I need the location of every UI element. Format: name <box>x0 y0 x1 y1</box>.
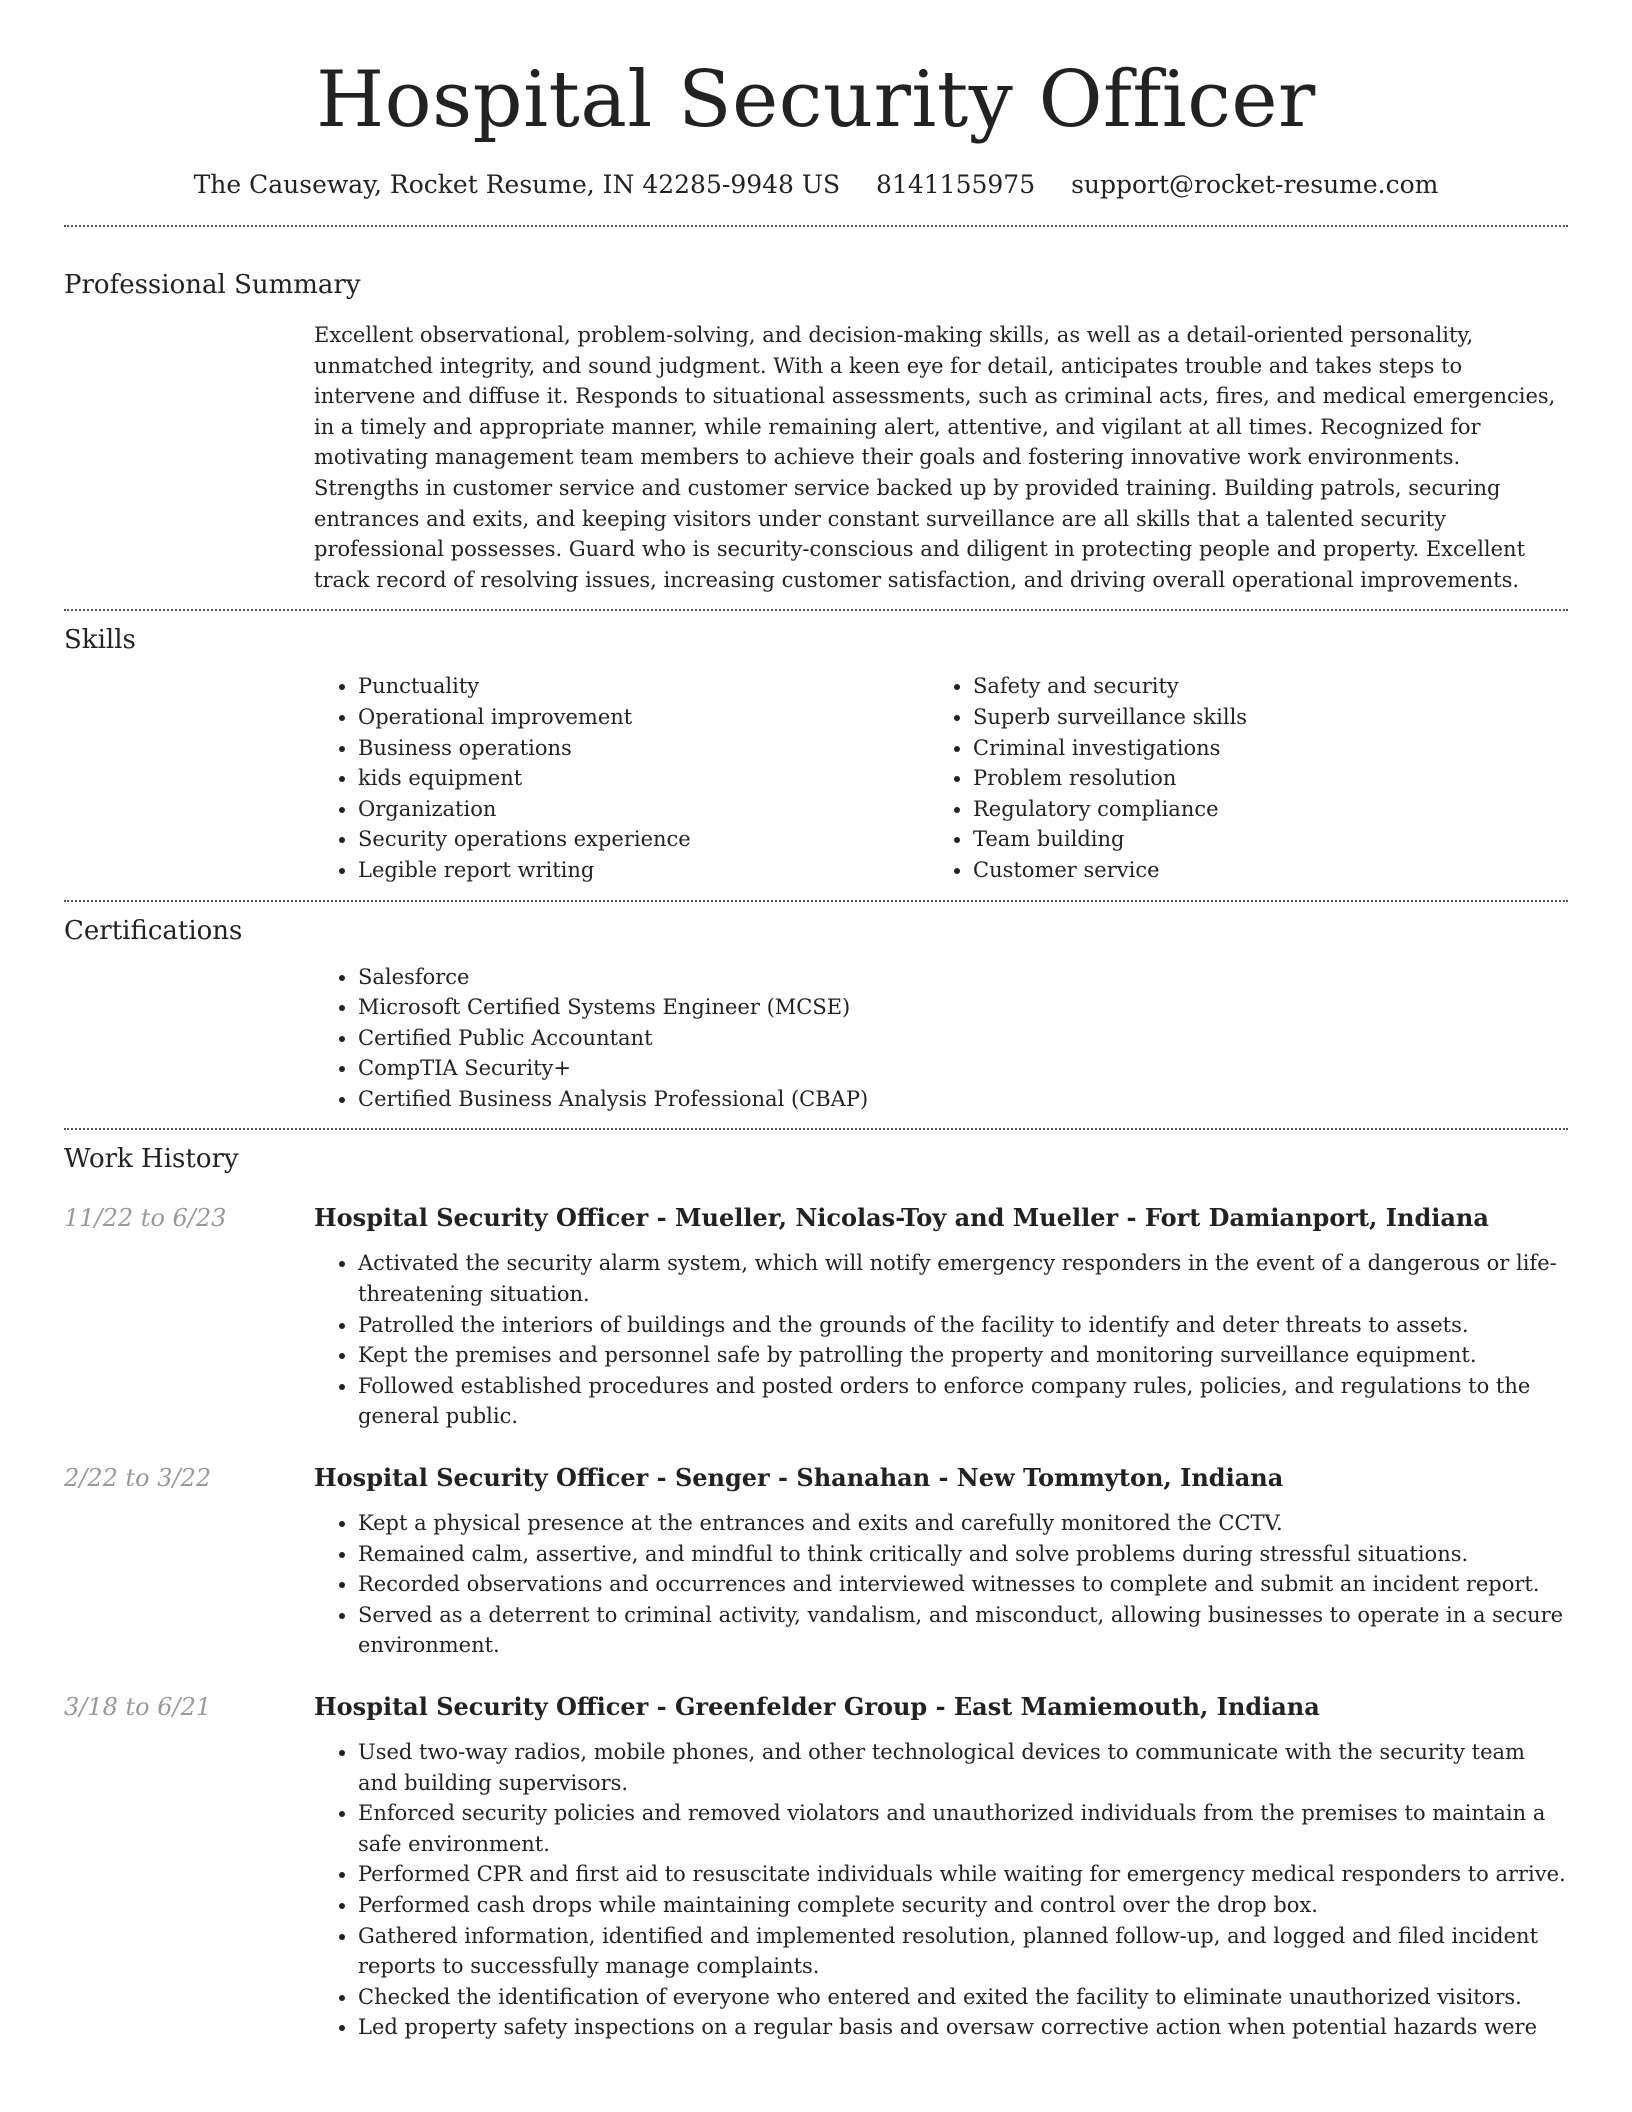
contact-line <box>64 168 1568 210</box>
certification-item: • Certified Business Analysis Professional (CBAP) <box>358 1084 1568 1115</box>
job-bullet: • Patrolled the interiors of buildings and the grounds of the facility to identify and deter threats to assets. <box>358 1310 1568 1341</box>
job-bullet: • Gathered information, identified and implemented resolution, planned follow-up, and logged and filed incident reports to successfully manage complaints. <box>358 1921 1568 1982</box>
job-entry <box>64 1462 1568 1661</box>
skill-item: • kids equipment <box>358 763 929 794</box>
summary-text: Excellent observational, problem-solving, and decision-making skills, as well as a detail-oriented personality, unmatched integrity, and sound judgment. With a keen eye for detail, anticipates trouble and takes steps to intervene and diffuse it. Responds to situational assessments, such as criminal acts, fires, and medical emergencies, in a timely and appropriate manner, while remaining alert, attentive, and vigilant at all times. Recognized for motivating management team members to achieve their goals and fostering innovative work environments. Strengths in customer service and customer service backed up by provided training. Building patrols, securing entrances and exits, and keeping visitors under constant surveillance are all skills that a talented security professional possesses. Guard who is security-conscious and diligent in protecting people and property. Excellent track record of resolving issues, increasing customer satisfaction, and driving overall operational improvements. <box>314 323 1556 592</box>
professional-summary-section <box>64 227 1568 595</box>
job-bullet: • Performed CPR and first aid to resuscitate individuals while waiting for emergency medical responders to arrive. <box>358 1859 1568 1890</box>
skills-section <box>64 611 1568 885</box>
certification-item: • Salesforce <box>358 962 1568 993</box>
skill-item: • Operational improvement <box>358 702 929 733</box>
job-bullet: • Remained calm, assertive, and mindful to think critically and solve problems during stressful situations. <box>358 1539 1568 1570</box>
job-details <box>314 1462 1568 1661</box>
job-title: Hospital Security Officer - Greenfelder Group - East Mamiemouth, Indiana <box>314 1692 1320 1721</box>
section-title-certifications: Certifications <box>64 915 243 946</box>
job-bullets <box>314 1508 1568 1661</box>
skill-item: • Security operations experience <box>358 824 929 855</box>
job-details <box>314 1691 1568 2043</box>
work-history-section <box>64 1130 1568 2042</box>
job-bullet: • Performed cash drops while maintaining complete security and control over the drop box. <box>358 1890 1568 1921</box>
job-bullet: • Led property safety inspections on a regular basis and oversaw corrective action when potential hazards were <box>358 2012 1568 2043</box>
section-title-work-history: Work History <box>64 1144 239 1175</box>
contact-email: support@rocket-resume.com <box>1071 170 1439 199</box>
job-entry <box>64 1691 1568 2043</box>
contact-address: The Causeway, Rocket Resume, IN 42285-9948 US <box>193 170 841 199</box>
job-bullet: • Activated the security alarm system, which will notify emergency responders in the event of a dangerous or life-threatening situation. <box>358 1248 1568 1309</box>
certification-item: • CompTIA Security+ <box>358 1053 1568 1084</box>
job-dates: 11/22 to 6/23 <box>64 1204 227 1233</box>
job-bullet: • Checked the identification of everyone who entered and exited the facility to eliminate unauthorized visitors. <box>358 1982 1568 2013</box>
skill-item: • Punctuality <box>358 671 929 702</box>
job-title: Hospital Security Officer - Senger - Shanahan - New Tommyton, Indiana <box>314 1463 1284 1493</box>
job-bullets <box>314 1737 1568 2043</box>
skills-list-right <box>929 671 1544 885</box>
job-bullet: • Enforced security policies and removed violators and unauthorized individuals from the premises to maintain a safe environment. <box>358 1798 1568 1859</box>
skill-item: • Organization <box>358 794 929 825</box>
skill-item: • Team building <box>973 824 1544 855</box>
job-title: Hospital Security Officer - Mueller, Nicolas-Toy and Mueller - Fort Damianport, Indiana <box>314 1203 1489 1233</box>
skill-item: • Safety and security <box>973 671 1544 702</box>
skill-item: • Legible report writing <box>358 855 929 886</box>
job-bullet: • Followed established procedures and posted orders to enforce company rules, policies, and regulations to the general public. <box>358 1371 1568 1432</box>
certification-item: • Certified Public Accountant <box>358 1023 1568 1054</box>
job-dates: 3/18 to 6/21 <box>64 1693 212 1721</box>
job-bullet: • Kept a physical presence at the entrances and exits and carefully monitored the CCTV. <box>358 1508 1568 1539</box>
job-bullet: • Recorded observations and occurrences and interviewed witnesses to complete and submit an incident report. <box>358 1569 1568 1600</box>
certification-item: • Microsoft Certified Systems Engineer (MCSE) <box>358 992 1568 1023</box>
skill-item: • Customer service <box>973 855 1544 886</box>
certifications-section <box>64 902 1568 1115</box>
job-dates: 2/22 to 3/22 <box>64 1464 212 1493</box>
skills-list-left <box>314 671 929 885</box>
job-bullet: • Served as a deterrent to criminal activity, vandalism, and misconduct, allowing businesses to operate in a secure environment. <box>358 1600 1568 1661</box>
job-bullets <box>314 1248 1568 1432</box>
section-title-summary: Professional Summary <box>64 270 361 300</box>
skill-item: • Superb surveillance skills <box>973 702 1544 733</box>
resume-name: Hospital Security Officer <box>316 55 1316 145</box>
skill-item: • Regulatory compliance <box>973 794 1544 825</box>
job-entry <box>64 1202 1568 1432</box>
certifications-list <box>314 962 1568 1115</box>
skill-item: • Business operations <box>358 733 929 764</box>
skill-item: • Problem resolution <box>973 763 1544 794</box>
section-title-skills: Skills <box>64 625 136 656</box>
skill-item: • Criminal investigations <box>973 733 1544 764</box>
job-bullet: • Used two-way radios, mobile phones, and other technological devices to communicate with the security team and building supervisors. <box>358 1737 1568 1798</box>
contact-phone: 8141155975 <box>876 170 1036 199</box>
skills-columns <box>314 671 1568 885</box>
job-bullet: • Kept the premises and personnel safe by patrolling the property and monitoring surveillance equipment. <box>358 1340 1568 1371</box>
job-details <box>314 1202 1568 1432</box>
